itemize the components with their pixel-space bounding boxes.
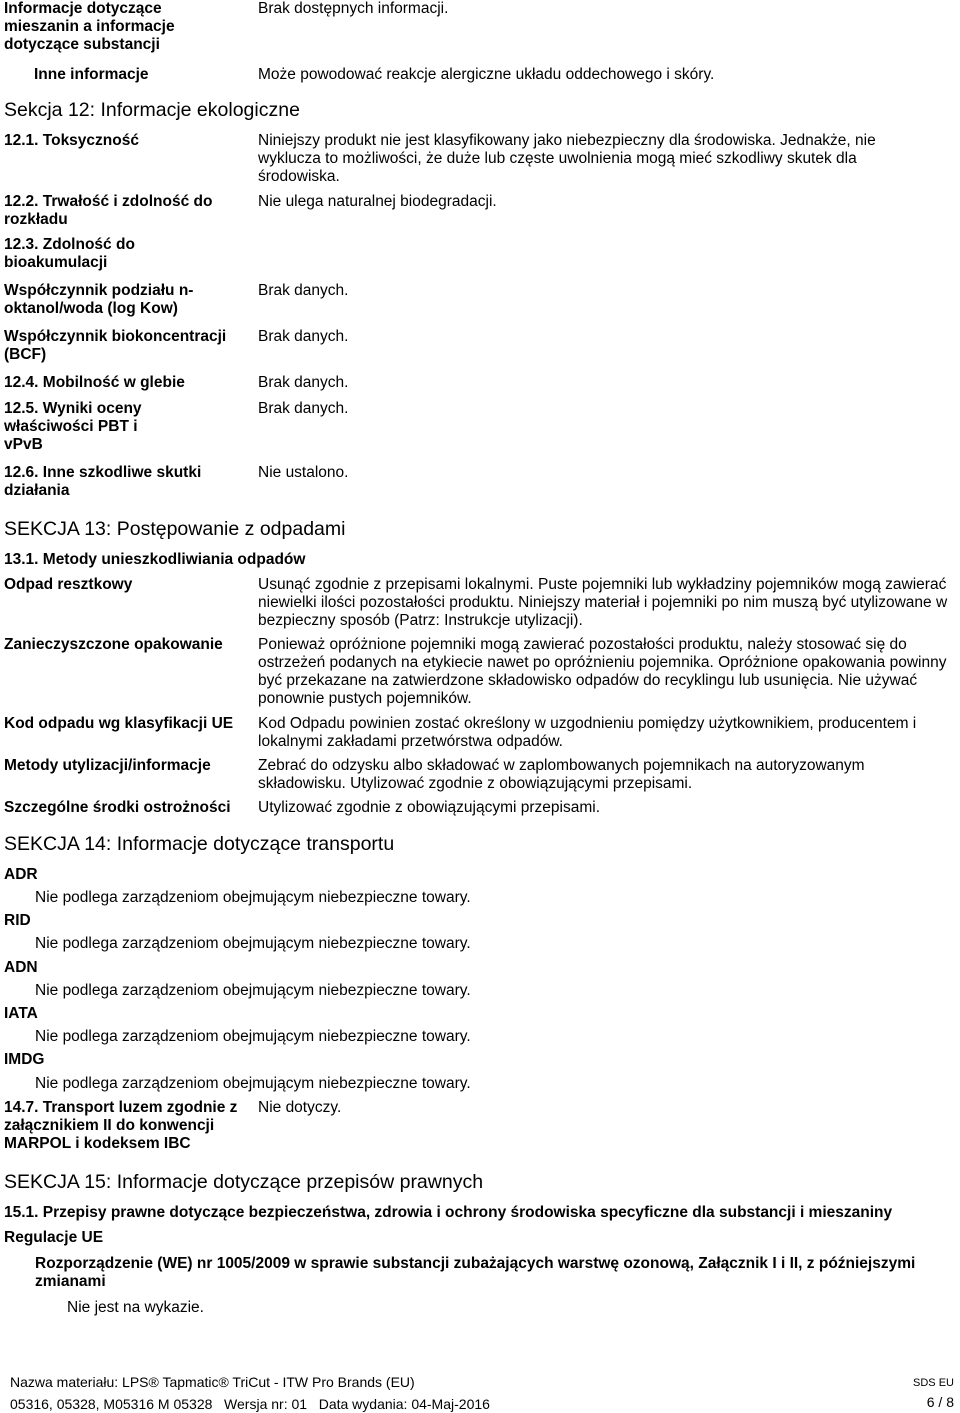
precautions-value: Utylizować zgodnie z obowiązującymi przepisami. (258, 799, 600, 816)
section-13-title: SEKCJA 13: Postępowanie z odpadami (4, 518, 346, 540)
transport-mode-label: RID (4, 912, 31, 929)
pbt-label: 12.5. Wyniki oceny właściwości PBT i vPvB (4, 400, 142, 453)
waste-code-label: Kod odpadu wg klasyfikacji UE (4, 715, 234, 732)
transport-mode-value: Nie podlega zarządzeniom obejmującym niebezpieczne towary. (35, 1028, 471, 1045)
section-13-subtitle: 13.1. Metody unieszkodliwiania odpadów (4, 551, 306, 568)
transport-mode-label: ADN (4, 959, 38, 976)
packaging-value: Ponieważ opróżnione pojemniki mogą zawierać pozostałości produktu, należy stosować się do ostrzeżeń podanych na etykiecie nawet po opróżnieniu pojemnika. Opróżnione opakowania powinny być przekazane na zatwierdzone składowisko odpadów do recyklingu lub usunięcia. Nie używać ponownie pustych pojemników. (258, 636, 947, 707)
persistence-label: 12.2. Trwałość i zdolność do rozkładu (4, 193, 213, 228)
toxicity-value: Niniejszy produkt nie jest klasyfikowany jako niebezpieczny dla środowiska. Jednakże, nie wyklucza to możliwości, że duże lub częste uwolnienia mogą mieć szkodliwy skutek dla środowiska. (258, 132, 876, 185)
mobility-label: 12.4. Mobilność w glebie (4, 374, 185, 391)
precautions-label: Szczególne środki ostrożności (4, 799, 231, 816)
footer-codes: 05316, 05328, M05316 M 05328 Wersja nr: 01 Data wydania: 04-Maj-2016 (10, 1396, 490, 1412)
kow-value: Brak danych. (258, 282, 349, 299)
waste-code-value: Kod Odpadu powinien zostać określony w uzgodnieniu pomiędzy użytkownikiem, producentem i lokalnymi zakładami przetwórstwa odpadów. (258, 715, 917, 750)
bulk-transport-label: 14.7. Transport luzem zgodnie z załącznikiem II do konwencji MARPOL i kodeksem IBC (4, 1099, 238, 1152)
footer-sds-label: SDS EU (913, 1377, 954, 1389)
bioaccumulation-label: 12.3. Zdolność do bioakumulacji (4, 236, 135, 271)
mobility-value: Brak danych. (258, 374, 349, 391)
eu-regulations-label: Regulacje UE (4, 1229, 104, 1246)
info-mix-label: Informacje dotyczące mieszanin a informacje dotyczące substancji (4, 0, 175, 53)
footer-material: Nazwa materiału: LPS® Tapmatic® TriCut - ITW Pro Brands (EU) (10, 1374, 415, 1390)
disposal-methods-value: Zebrać do odzysku albo składować w zaplombowanych pojemnikach na autoryzowanym składowisku. Utylizować zgodnie z obowiązującymi przepisami. (258, 757, 865, 792)
packaging-label: Zanieczyszczone opakowanie (4, 636, 223, 653)
toxicity-label: 12.1. Toksyczność (4, 132, 139, 149)
residual-waste-label: Odpad resztkowy (4, 576, 133, 593)
transport-mode-label: IATA (4, 1005, 38, 1022)
transport-mode-label: ADR (4, 866, 38, 883)
other-info-label: Inne informacje (34, 66, 149, 83)
transport-mode-value: Nie podlega zarządzeniom obejmującym niebezpieczne towary. (35, 1075, 471, 1092)
other-effects-value: Nie ustalono. (258, 464, 349, 481)
transport-mode-label: IMDG (4, 1051, 45, 1068)
section-15-subtitle: 15.1. Przepisy prawne dotyczące bezpieczeństwa, zdrowia i ochrony środowiska specyficzne dla substancji i mieszaniny (4, 1204, 893, 1221)
bcf-value: Brak danych. (258, 328, 349, 345)
other-effects-label: 12.6. Inne szkodliwe skutki działania (4, 464, 202, 499)
page-number: 6 / 8 (926, 1394, 954, 1410)
section-15-title: SEKCJA 15: Informacje dotyczące przepisów prawnych (4, 1171, 484, 1193)
bulk-transport-value: Nie dotyczy. (258, 1099, 342, 1116)
other-info-value: Może powodować reakcje alergiczne układu oddechowego i skóry. (258, 66, 715, 83)
regulation-title: Rozporządzenie (WE) nr 1005/2009 w sprawie substancji zubażających warstwę ozonową, Załącznik I i II, z późniejszymi zmianami (35, 1255, 916, 1290)
regulation-value: Nie jest na wykazie. (67, 1299, 204, 1316)
persistence-value: Nie ulega naturalnej biodegradacji. (258, 193, 497, 210)
kow-label: Współczynnik podziału n-oktanol/woda (log Kow) (4, 282, 194, 317)
section-12-title: Sekcja 12: Informacje ekologiczne (4, 99, 300, 121)
info-mix-value: Brak dostępnych informacji. (258, 0, 449, 17)
pbt-value: Brak danych. (258, 400, 349, 417)
section-14-title: SEKCJA 14: Informacje dotyczące transportu (4, 833, 395, 855)
bcf-label: Współczynnik biokoncentracji (BCF) (4, 328, 227, 363)
residual-waste-value: Usunąć zgodnie z przepisami lokalnymi. Puste pojemniki lub wykładziny pojemników mogą zawierać niewielki ilości pozostałości produktu. Niniejszy materiał i pojemniki po nim muszą być utylizowane w bezpieczny sposób (Patrz: Instrukcje utylizacji). (258, 576, 948, 629)
transport-mode-value: Nie podlega zarządzeniom obejmującym niebezpieczne towary. (35, 935, 471, 952)
disposal-methods-label: Metody utylizacji/informacje (4, 757, 211, 774)
transport-mode-value: Nie podlega zarządzeniom obejmującym niebezpieczne towary. (35, 889, 471, 906)
transport-mode-value: Nie podlega zarządzeniom obejmującym niebezpieczne towary. (35, 982, 471, 999)
